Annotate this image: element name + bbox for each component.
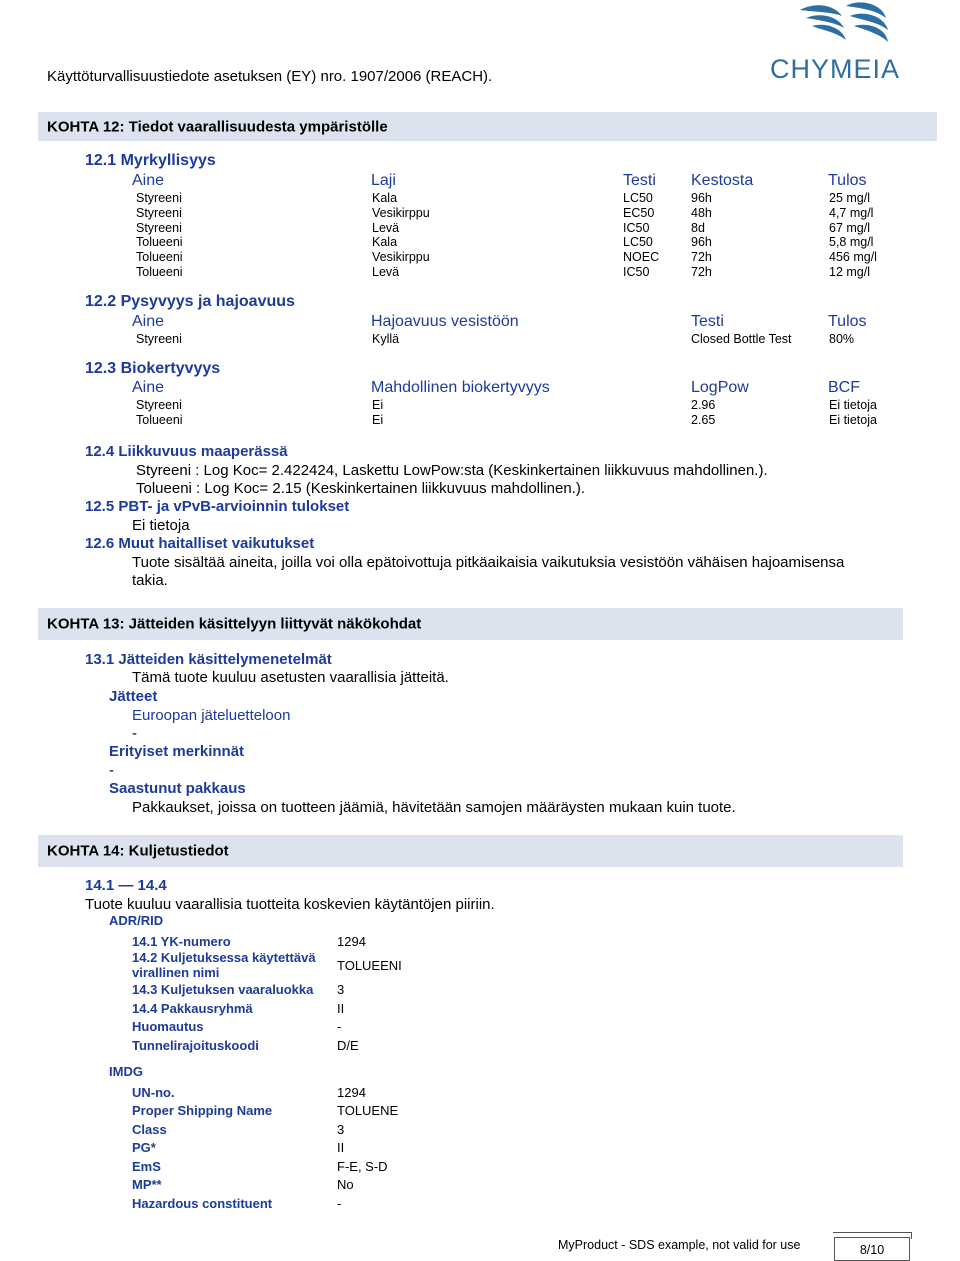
bio-header-biokertyvyys: Mahdollinen biokertyvyys — [371, 379, 550, 396]
regulation-header: Käyttöturvallisuustiedote asetuksen (EY) nro. 1907/2006 (REACH). — [47, 68, 493, 85]
persistence-title: 12.2 Pysyvyys ja hajoavuus — [85, 293, 295, 310]
page-box-tab — [833, 1232, 912, 1239]
imdg-value: 1294 — [337, 1085, 366, 1100]
bio-cell: Ei tietoja — [829, 413, 877, 427]
adr-label: Tunnelirajoituskoodi — [132, 1038, 259, 1053]
waste-method-text: Tämä tuote kuuluu asetusten vaarallisia jätteitä. — [132, 669, 449, 686]
bio-header-bcf: BCF — [828, 379, 860, 396]
tox-cell: IC50 — [623, 265, 650, 279]
chymeia-logo-icon — [762, 0, 912, 90]
pbt-text: Ei tietoja — [132, 517, 190, 534]
adr-label: 14.1 YK-numero — [132, 934, 231, 949]
tox-cell: Tolueeni — [136, 265, 183, 279]
tox-cell: IC50 — [623, 221, 650, 235]
bio-header-logpow: LogPow — [691, 379, 749, 396]
imdg-value: TOLUENE — [337, 1103, 399, 1118]
tox-cell: 12 mg/l — [829, 265, 870, 279]
imdg-label: UN-no. — [132, 1085, 175, 1100]
adr-title: ADR/RID — [109, 913, 164, 928]
tox-cell: 4,7 mg/l — [829, 206, 874, 220]
tox-cell: 456 mg/l — [829, 250, 877, 264]
bio-cell: Ei — [372, 398, 384, 412]
persist-header-hajoavuus: Hajoavuus vesistöön — [371, 313, 519, 330]
persist-cell: 80% — [829, 332, 855, 346]
bio-cell: Ei tietoja — [829, 398, 877, 412]
section-13-header: KOHTA 13: Jätteiden käsittelyyn liittyvät näkökohdat — [38, 608, 903, 640]
tox-cell: Levä — [372, 221, 400, 235]
imdg-value: 3 — [337, 1122, 345, 1137]
tox-cell: Tolueeni — [136, 250, 183, 264]
adr-value: D/E — [337, 1038, 359, 1053]
contaminated-packaging-title: Saastunut pakkaus — [109, 780, 246, 797]
adr-label: 14.3 Kuljetuksen vaaraluokka — [132, 982, 314, 997]
tox-cell: 72h — [691, 250, 712, 264]
persist-header-aine: Aine — [132, 313, 165, 330]
tox-cell: Styreeni — [136, 191, 182, 205]
adr-label: Huomautus — [132, 1019, 204, 1034]
adr-value: 1294 — [337, 934, 366, 949]
bio-cell: Tolueeni — [136, 413, 183, 427]
toxicity-title: 12.1 Myrkyllisyys — [85, 152, 216, 169]
section-12-header: KOHTA 12: Tiedot vaarallisuudesta ympäristölle — [38, 112, 937, 141]
mobility-title: 12.4 Liikkuvuus maaperässä — [85, 443, 288, 460]
special-markings-value: - — [109, 762, 114, 779]
tox-header-kestosta: Kestosta — [691, 172, 754, 189]
bio-cell: 2.65 — [691, 413, 716, 427]
tox-cell: 5,8 mg/l — [829, 235, 874, 249]
adr-value: 3 — [337, 982, 345, 997]
tox-cell: Kala — [372, 191, 398, 205]
imdg-label: Proper Shipping Name — [132, 1103, 273, 1118]
tox-cell: Kala — [372, 235, 398, 249]
persist-header-testi: Testi — [691, 313, 724, 330]
transport-text: Tuote kuuluu vaarallisia tuotteita koskevien käytäntöjen piiriin. — [85, 896, 495, 913]
persist-cell: Closed Bottle Test — [691, 332, 792, 346]
tox-header-testi: Testi — [623, 172, 656, 189]
page-number-box — [834, 1237, 910, 1261]
waste-method-title: 13.1 Jätteiden käsittelymenetelmät — [85, 651, 332, 668]
eu-waste-list-value: - — [132, 725, 137, 742]
bio-cell: Ei — [372, 413, 384, 427]
footer-product: MyProduct - SDS example, not valid for use — [558, 1238, 801, 1252]
special-markings-title: Erityiset merkinnät — [109, 743, 245, 760]
transport-subtitle: 14.1 — 14.4 — [85, 877, 167, 894]
section-14-header: KOHTA 14: Kuljetustiedot — [38, 835, 903, 867]
tox-cell: 25 mg/l — [829, 191, 870, 205]
svg-text:CHYMEIA: CHYMEIA — [770, 54, 901, 84]
tox-cell: NOEC — [623, 250, 660, 264]
tox-cell: Levä — [372, 265, 400, 279]
mobility-line: Styreeni : Log Koc= 2.422424, Laskettu LowPow:sta (Keskinkertainen liikkuvuus mahdollinen.). — [136, 462, 768, 479]
tox-cell: 72h — [691, 265, 712, 279]
persist-header-tulos: Tulos — [828, 313, 867, 330]
imdg-value: II — [337, 1140, 345, 1155]
tox-cell: EC50 — [623, 206, 655, 220]
pbt-title: 12.5 PBT- ja vPvB-arvioinnin tulokset — [85, 498, 350, 515]
imdg-value: No — [337, 1177, 354, 1192]
imdg-label: EmS — [132, 1159, 161, 1174]
eu-waste-list-label: Euroopan jäteluetteloon — [132, 707, 291, 724]
other-effects-line: takia. — [132, 572, 168, 589]
imdg-title: IMDG — [109, 1064, 143, 1079]
other-effects-line: Tuote sisältää aineita, joilla voi olla epätoivottuja pitkäaikaisia vaikutuksia vesistöön vähäisen hajoamisensa — [132, 554, 845, 571]
imdg-label: Hazardous constituent — [132, 1196, 273, 1211]
other-effects-title: 12.6 Muut haitalliset vaikutukset — [85, 535, 315, 552]
adr-label: 14.4 Pakkausryhmä — [132, 1001, 253, 1016]
tox-cell: 8d — [691, 221, 705, 235]
tox-cell: 96h — [691, 191, 712, 205]
tox-cell: Styreeni — [136, 206, 182, 220]
tox-cell: 67 mg/l — [829, 221, 870, 235]
bio-header-aine: Aine — [132, 379, 165, 396]
contaminated-packaging-text: Pakkaukset, joissa on tuotteen jäämiä, hävitetään samojen määräysten mukaan kuin tuote. — [132, 799, 736, 816]
adr-value: TOLUEENI — [337, 958, 402, 973]
tox-header-laji: Laji — [371, 172, 396, 189]
page-number: 8/10 — [859, 1243, 885, 1257]
persist-cell: Kyllä — [372, 332, 400, 346]
tox-header-aine: Aine — [132, 172, 165, 189]
tox-cell: 96h — [691, 235, 712, 249]
tox-cell: LC50 — [623, 235, 653, 249]
imdg-label: Class — [132, 1122, 167, 1137]
persist-cell: Styreeni — [136, 332, 182, 346]
bioaccumulation-title: 12.3 Biokertyvyys — [85, 360, 221, 377]
mobility-line: Tolueeni : Log Koc= 2.15 (Keskinkertainen liikkuvuus mahdollinen.). — [136, 480, 586, 497]
bio-cell: 2.96 — [691, 398, 716, 412]
adr-value: II — [337, 1001, 345, 1016]
imdg-label: MP** — [132, 1177, 162, 1192]
tox-cell: Vesikirppu — [372, 206, 430, 220]
tox-cell: Vesikirppu — [372, 250, 430, 264]
waste-subtitle: Jätteet — [109, 688, 158, 705]
tox-header-tulos: Tulos — [828, 172, 867, 189]
adr-label: 14.2 Kuljetuksessa käytettävä virallinen nimi — [132, 950, 316, 980]
imdg-label: PG* — [132, 1140, 156, 1155]
tox-cell: Tolueeni — [136, 235, 183, 249]
imdg-value: F-E, S-D — [337, 1159, 388, 1174]
bio-cell: Styreeni — [136, 398, 182, 412]
adr-value: - — [337, 1019, 342, 1034]
tox-cell: Styreeni — [136, 221, 182, 235]
imdg-value: - — [337, 1196, 342, 1211]
company-logo — [762, 0, 912, 90]
tox-cell: LC50 — [623, 191, 653, 205]
tox-cell: 48h — [691, 206, 712, 220]
